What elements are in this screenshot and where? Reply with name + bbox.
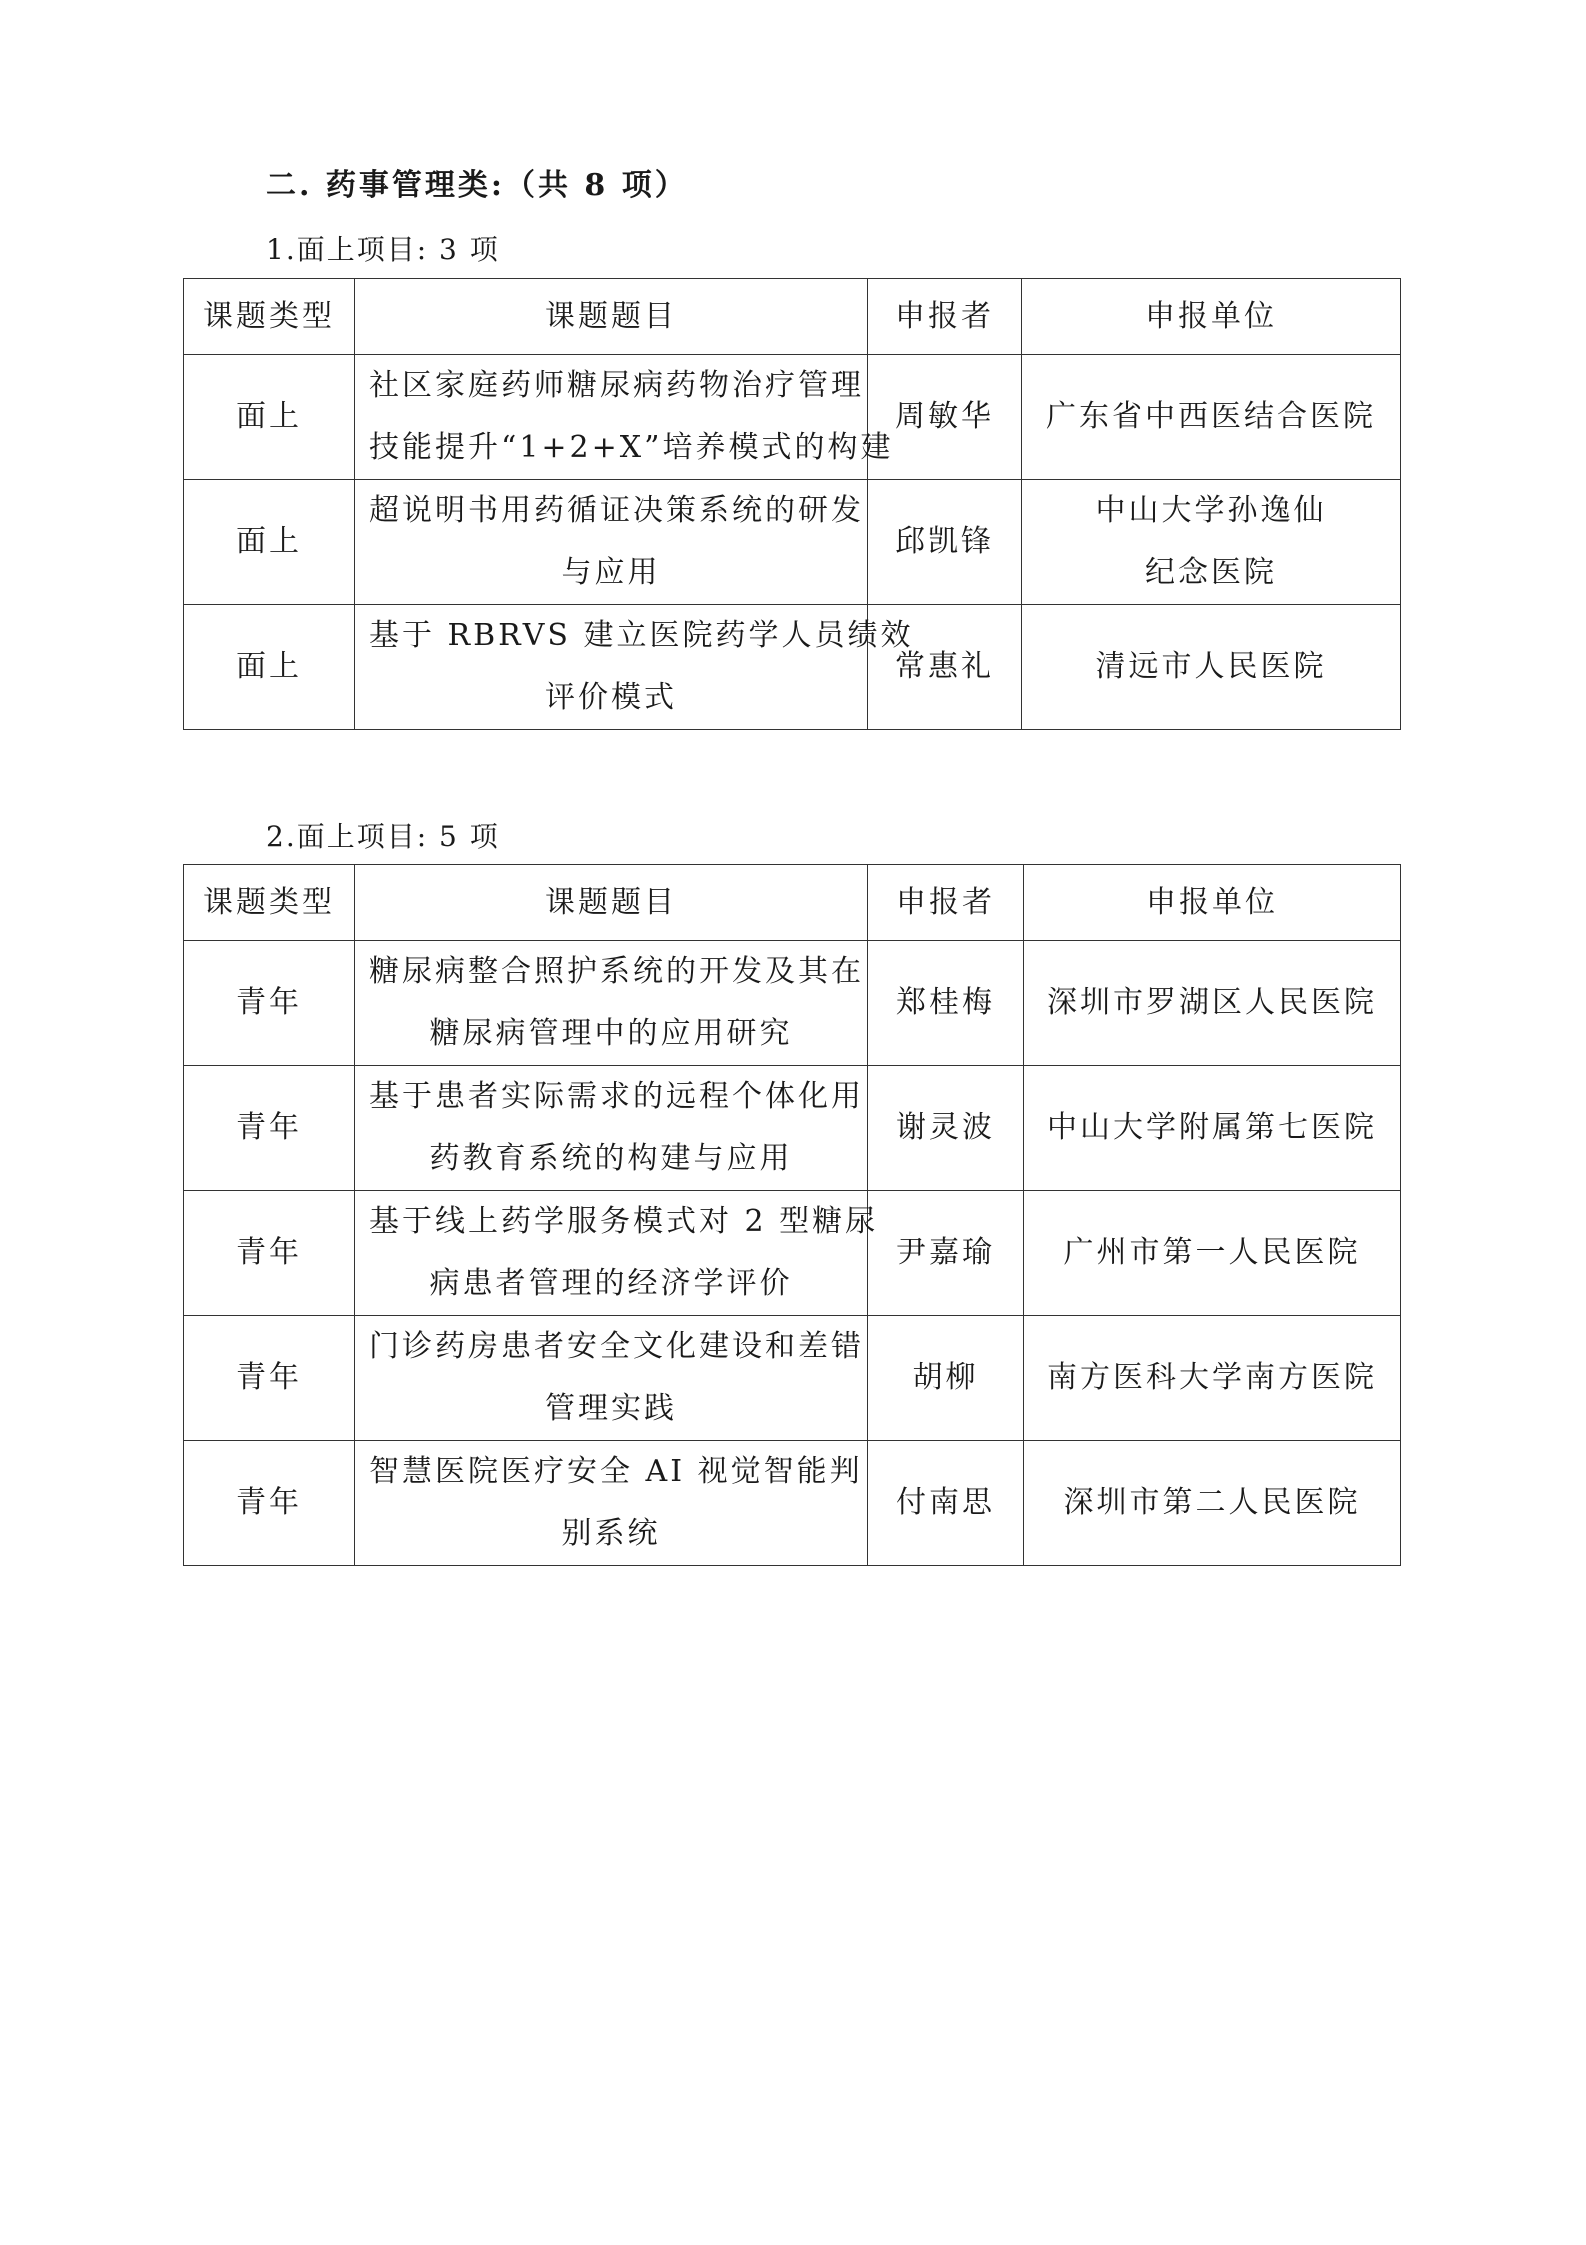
header-type: 课题类型 bbox=[184, 865, 355, 941]
project-type: 青年 bbox=[184, 1441, 355, 1566]
title-line: 糖尿病管理中的应用研究 bbox=[429, 1016, 793, 1051]
title-line: 基于患者实际需求的远程个体化用 bbox=[369, 1079, 864, 1114]
project-title bbox=[355, 605, 914, 730]
unit-line: 清远市人民医院 bbox=[1095, 649, 1327, 684]
header-applicant: 申报者 bbox=[868, 279, 1022, 355]
title-line: 病患者管理的经济学评价 bbox=[429, 1266, 793, 1301]
unit bbox=[1022, 355, 1401, 480]
title-line: 技能提升“1+2+X”培养模式的构建 bbox=[369, 430, 894, 465]
applicant: 郑桂梅 bbox=[868, 941, 1024, 1066]
unit-line: 广东省中西医结合医院 bbox=[1046, 399, 1376, 434]
group1-label: 1.面上项目: 3 项 bbox=[266, 233, 500, 266]
title-line: 与应用 bbox=[561, 555, 661, 590]
unit-line: 深圳市罗湖区人民医院 bbox=[1047, 985, 1377, 1020]
applicant: 常惠礼 bbox=[868, 605, 1022, 730]
applicant: 胡柳 bbox=[868, 1316, 1024, 1441]
unit bbox=[1024, 1441, 1401, 1566]
project-title bbox=[355, 1191, 879, 1316]
table-row bbox=[184, 941, 1401, 1066]
table-header-row bbox=[184, 865, 1401, 941]
unit-line: 中山大学附属第七医院 bbox=[1047, 1110, 1377, 1145]
group1-table bbox=[183, 278, 1401, 730]
table-header-row bbox=[184, 279, 1401, 355]
applicant: 邱凯锋 bbox=[868, 480, 1022, 605]
unit bbox=[1022, 605, 1401, 730]
unit bbox=[1022, 480, 1401, 605]
title-line: 评价模式 bbox=[545, 680, 677, 715]
project-type: 青年 bbox=[184, 1316, 355, 1441]
table-row bbox=[184, 1316, 1401, 1441]
header-title: 课题题目 bbox=[355, 865, 868, 941]
header-title: 课题题目 bbox=[355, 279, 868, 355]
applicant: 付南思 bbox=[868, 1441, 1024, 1566]
unit bbox=[1024, 1316, 1401, 1441]
unit bbox=[1024, 1066, 1401, 1191]
project-type: 青年 bbox=[184, 1191, 355, 1316]
applicant: 谢灵波 bbox=[868, 1066, 1024, 1191]
project-title bbox=[355, 1066, 868, 1191]
group2-table bbox=[183, 864, 1401, 1566]
applicant: 尹嘉瑜 bbox=[868, 1191, 1024, 1316]
unit bbox=[1024, 941, 1401, 1066]
title-line: 糖尿病整合照护系统的开发及其在 bbox=[369, 954, 864, 989]
title-line: 管理实践 bbox=[545, 1391, 677, 1426]
table-row bbox=[184, 605, 1401, 730]
unit-line: 深圳市第二人民医院 bbox=[1063, 1485, 1361, 1520]
project-type: 青年 bbox=[184, 941, 355, 1066]
title-line: 别系统 bbox=[561, 1516, 661, 1551]
unit-line: 纪念医院 bbox=[1145, 555, 1277, 590]
project-type: 青年 bbox=[184, 1066, 355, 1191]
header-applicant: 申报者 bbox=[868, 865, 1024, 941]
unit-line: 广州市第一人民医院 bbox=[1063, 1235, 1361, 1270]
table-row bbox=[184, 1441, 1401, 1566]
project-title bbox=[355, 480, 868, 605]
table-row bbox=[184, 355, 1401, 480]
unit bbox=[1024, 1191, 1401, 1316]
project-title bbox=[355, 1441, 868, 1566]
title-line: 基于 RBRVS 建立医院药学人员绩效 bbox=[369, 618, 914, 653]
project-type: 面上 bbox=[184, 480, 355, 605]
title-line: 药教育系统的构建与应用 bbox=[429, 1141, 793, 1176]
header-unit: 申报单位 bbox=[1024, 865, 1401, 941]
unit-line: 中山大学孙逸仙 bbox=[1095, 493, 1327, 528]
project-type: 面上 bbox=[184, 605, 355, 730]
project-title bbox=[355, 1316, 868, 1441]
table-row bbox=[184, 480, 1401, 605]
project-title bbox=[355, 355, 894, 480]
title-line: 超说明书用药循证决策系统的研发 bbox=[369, 493, 864, 528]
unit-line: 南方医科大学南方医院 bbox=[1047, 1360, 1377, 1395]
section-heading: 二. 药事管理类:（共 8 项） bbox=[266, 168, 688, 203]
table-row bbox=[184, 1066, 1401, 1191]
title-line: 基于线上药学服务模式对 2 型糖尿 bbox=[369, 1204, 879, 1239]
group2-label: 2.面上项目: 5 项 bbox=[266, 820, 500, 853]
applicant: 周敏华 bbox=[868, 355, 1022, 480]
title-line: 社区家庭药师糖尿病药物治疗管理 bbox=[369, 368, 864, 403]
header-type: 课题类型 bbox=[184, 279, 355, 355]
title-line: 智慧医院医疗安全 AI 视觉智能判 bbox=[369, 1454, 863, 1489]
table-row bbox=[184, 1191, 1401, 1316]
project-type: 面上 bbox=[184, 355, 355, 480]
header-unit: 申报单位 bbox=[1022, 279, 1401, 355]
project-title bbox=[355, 941, 868, 1066]
title-line: 门诊药房患者安全文化建设和差错 bbox=[369, 1329, 864, 1364]
